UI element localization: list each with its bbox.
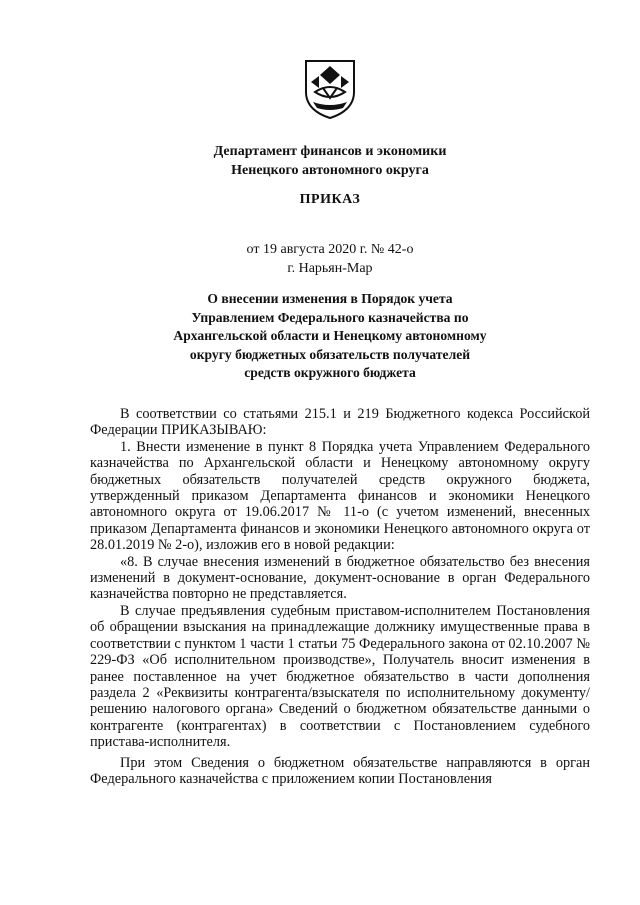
organization-line-2: Ненецкого автономного округа [231,163,429,178]
city: г. Нарьян-Мар [287,261,373,276]
body-paragraph: При этом Сведения о бюджетном обязательстве направляются в орган Федерального казначейства с приложением копии Постановления [90,754,590,787]
subject-line: Архангельской области и Ненецкому автономному [173,328,487,344]
subject-line: округу бюджетных обязательств получателей [189,346,471,362]
date-and-number: от 19 августа 2020 г. № 42-о [246,242,414,257]
organization-name [80,142,580,180]
subject-line: средств окружного бюджета [244,365,416,381]
body-paragraph: «8. В случае внесения изменений в бюджетное обязательство без внесения изменений в документ-основание, документ-основание в орган Федерального казначейства повторно не представляется. [90,553,590,603]
subject-line: О внесении изменения в Порядок учета [207,291,453,306]
coat-of-arms-emblem [303,58,357,120]
body-paragraph: В соответствии со статьями 215.1 и 219 Бюджетного кодекса Российской Федерации ПРИКАЗЫВАЮ: [90,406,590,439]
subject-line: Управлением Федерального казначейства по [191,309,469,325]
body-paragraph: 1. Внести изменение в пункт 8 Порядка учета Управлением Федерального казначейства по Архангельской области и Ненецкому автономному округу бюджетных обязательств получателей средств окружного бюджета, утвержденный приказом Департамента финансов и экономики Ненецкого автономного округа от 19.06.2017 № 11-о (с учетом изменений, внесенных приказом Департамента финансов и экономики Ненецкого автономного округа от 28.01.2019 № 2-о), изложив его в новой редакции: [90,438,590,554]
body-paragraph: В случае предъявления судебным приставом-исполнителем Постановления об обращении взыскания на принадлежащие должнику имущественные права в соответствии с пунктом 1 части 1 статьи 75 Федерального закона от 02.10.2007 № 229-ФЗ «Об исполнительном производстве», Получатель вносит изменения в ранее поставленное на учет бюджетное обязательство в части дополнения раздела 2 «Реквизиты контрагента/взыскателя по исполнительному документу/решению налогового органа» Сведений о бюджетном обязательстве данными о контрагенте (контрагентах) в соответствии с Постановлением судебного пристава-исполнителя. [90,602,590,751]
document-type-heading: ПРИКАЗ [299,192,361,207]
document-meta [80,240,580,278]
organization-line-1: Департамент финансов и экономики [213,144,447,159]
document-subject [80,290,580,383]
document-body [90,406,590,787]
